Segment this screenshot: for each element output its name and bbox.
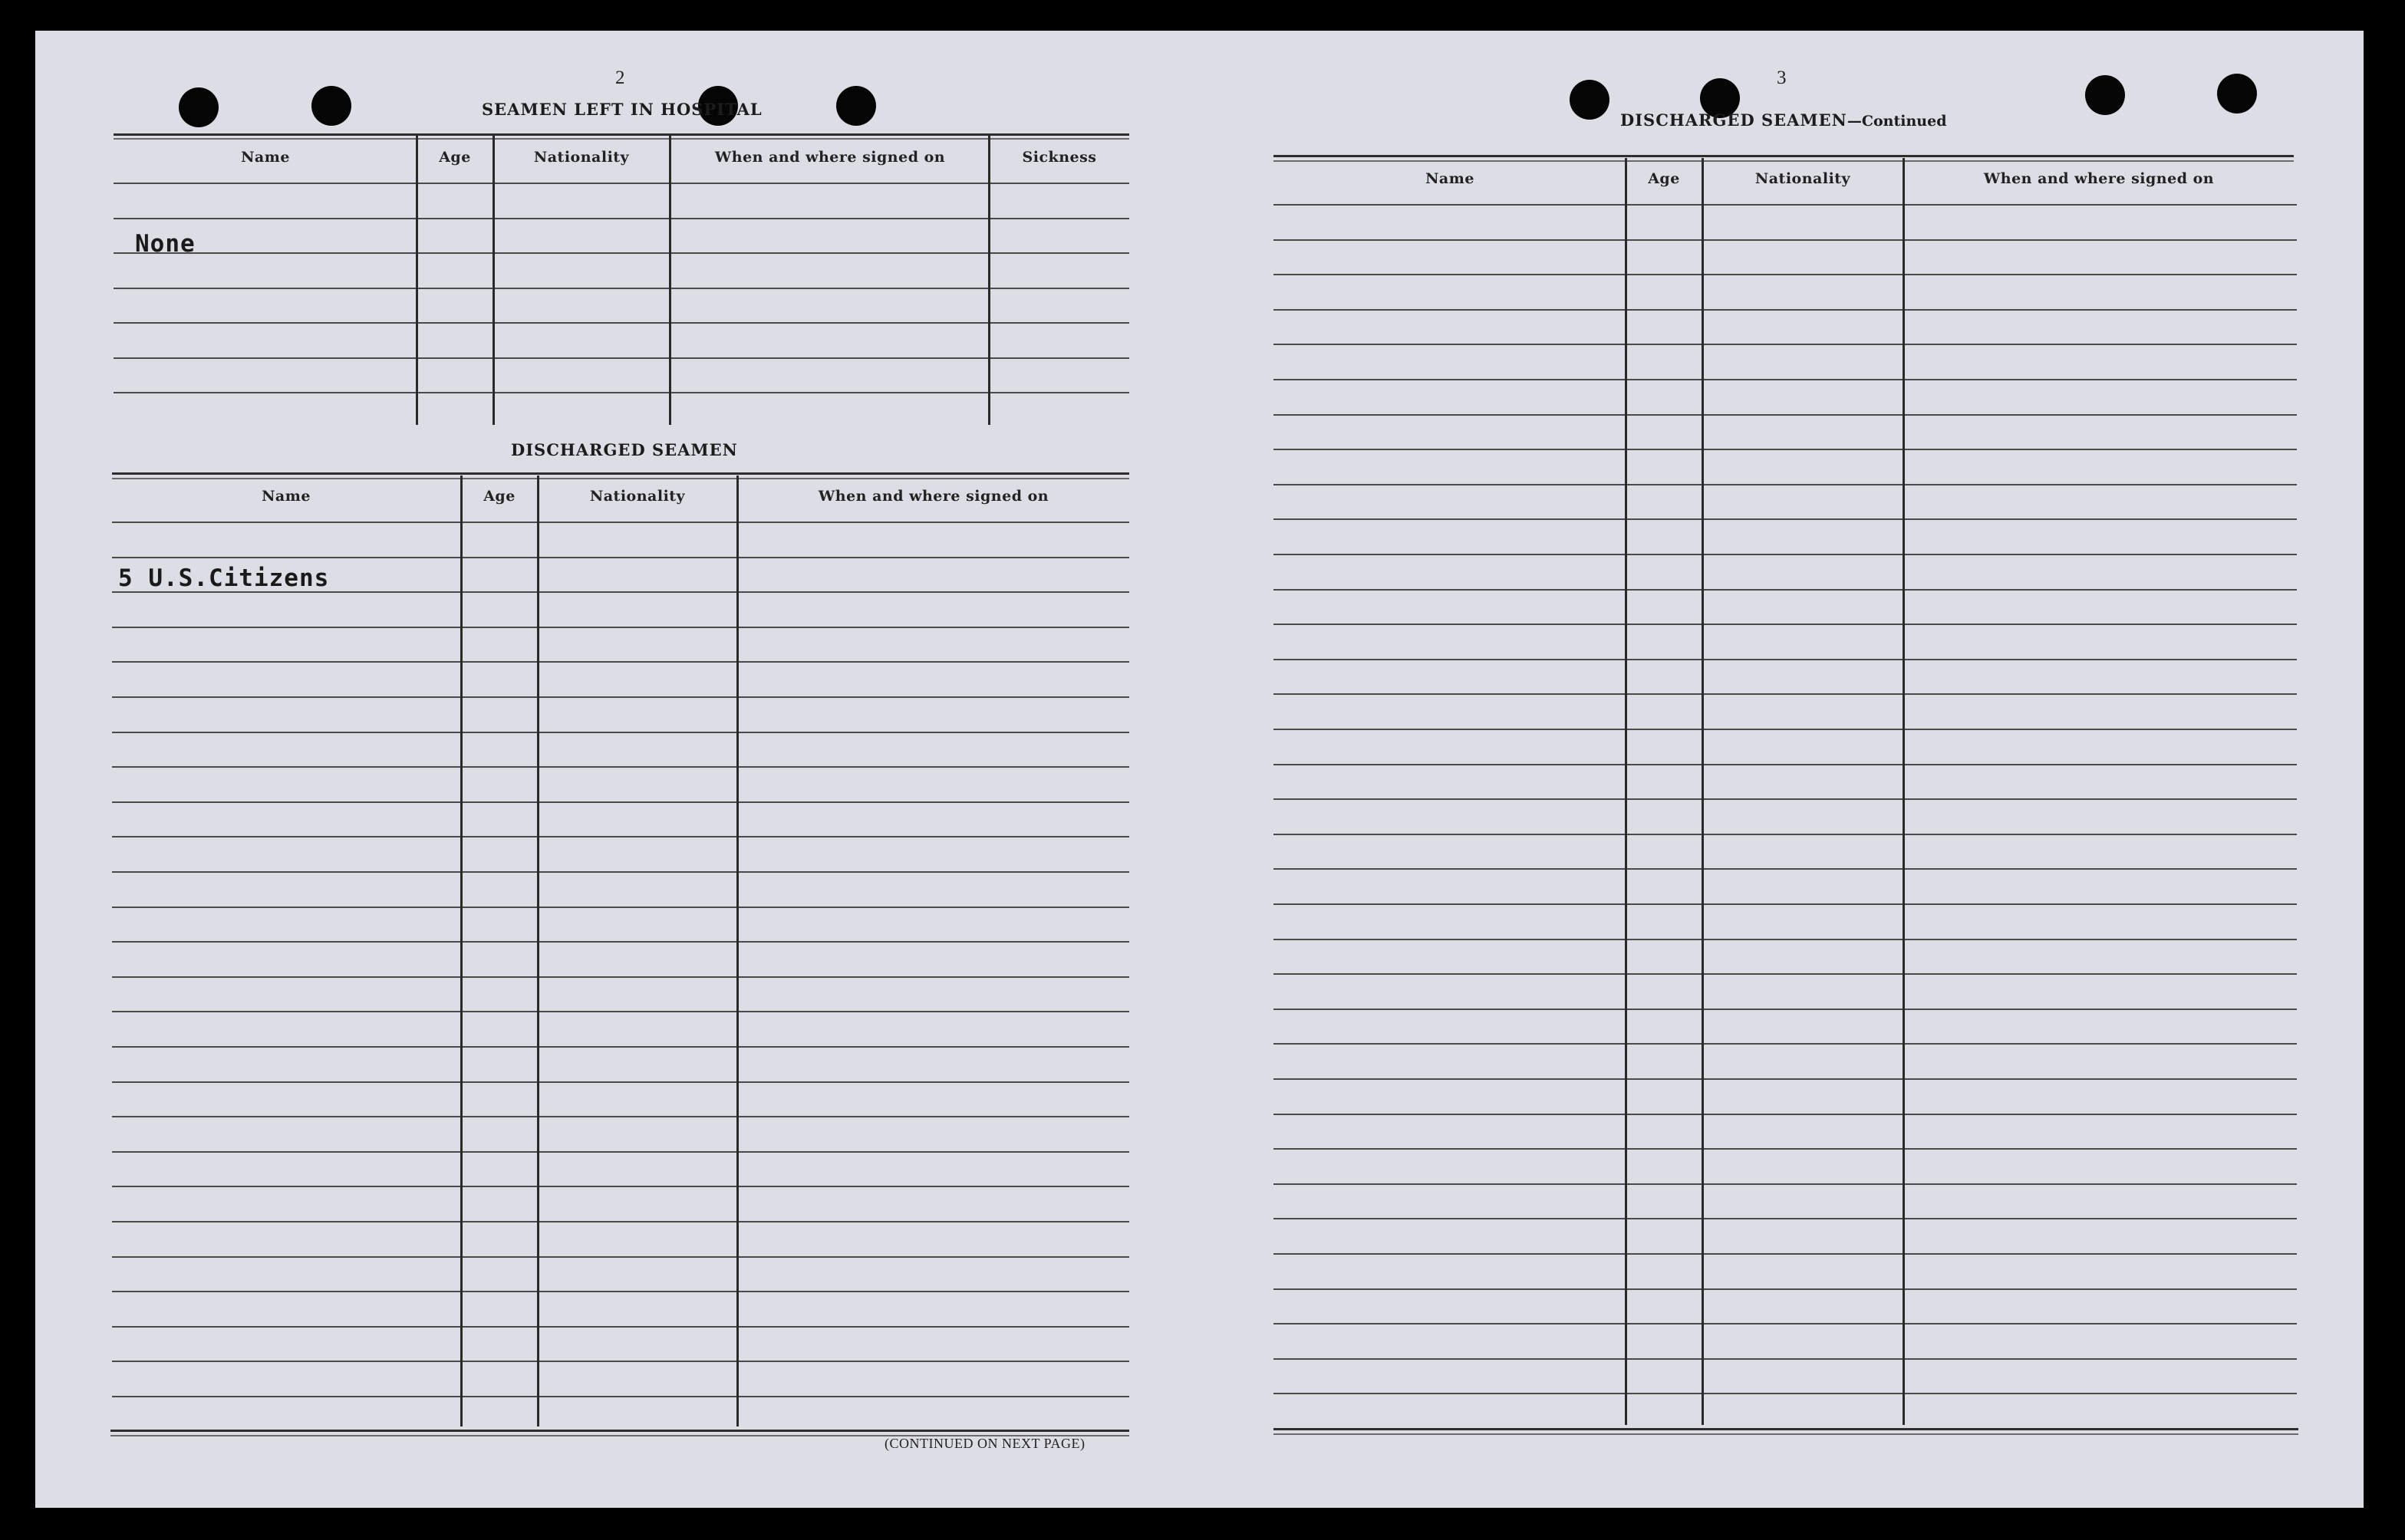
continued-col-divider xyxy=(1903,158,1905,1425)
table-rule-line xyxy=(1273,239,2297,241)
table-rule-line xyxy=(112,801,1129,803)
table-rule-line xyxy=(1273,1078,2297,1080)
table-rule-line xyxy=(112,661,1129,663)
discharged-entry-text: 5 U.S.Citizens xyxy=(118,564,330,592)
table-rule-line xyxy=(1273,1183,2297,1185)
table-rule-line xyxy=(1273,1114,2297,1115)
table-rule-line xyxy=(1273,309,2297,311)
punch-hole xyxy=(2217,74,2257,114)
table-rule-line xyxy=(1273,1148,2297,1150)
punch-hole xyxy=(311,86,351,126)
table-rule-line xyxy=(112,941,1129,943)
table-rule-line xyxy=(114,322,1129,324)
table-rule-line xyxy=(1273,1009,2297,1010)
table-rule-line xyxy=(1273,554,2297,555)
table-rule-line xyxy=(1273,659,2297,660)
hospital-col-divider xyxy=(988,135,990,425)
continued-col-divider xyxy=(1625,158,1627,1425)
hospital-table-top-rule xyxy=(114,133,1129,136)
table-rule-line xyxy=(1273,939,2297,940)
hospital-entry-text: None xyxy=(135,230,196,258)
table-rule-line xyxy=(1273,274,2297,275)
table-rule-line xyxy=(1273,484,2297,485)
hospital-col-divider xyxy=(416,135,418,425)
punch-hole xyxy=(179,87,219,127)
table-rule-line xyxy=(114,252,1129,254)
table-rule-line xyxy=(1273,589,2297,591)
table-rule-line xyxy=(1273,868,2297,870)
table-rule-line xyxy=(112,557,1129,558)
discharged-col-divider xyxy=(736,475,739,1426)
table-rule-line xyxy=(1273,449,2297,450)
discharged-continued-title xyxy=(1620,110,1947,130)
table-rule-line xyxy=(1273,973,2297,975)
table-rule-line xyxy=(112,766,1129,768)
table-rule-line xyxy=(1273,1043,2297,1045)
table-rule-line xyxy=(112,1151,1129,1153)
hospital-col-divider xyxy=(493,135,495,425)
table-rule-line xyxy=(1273,1253,2297,1255)
continued-table-bottom-rule-2 xyxy=(1273,1433,2298,1435)
discharged-table-bottom-rule xyxy=(110,1430,1129,1432)
table-rule-line xyxy=(112,1256,1129,1258)
table-rule-line xyxy=(112,1186,1129,1187)
discharged-table-top-rule-2 xyxy=(112,478,1129,479)
punch-hole xyxy=(1570,80,1609,120)
table-rule-line xyxy=(112,1396,1129,1397)
table-rule-line xyxy=(1273,764,2297,765)
table-rule-line xyxy=(112,1046,1129,1048)
table-rule-line xyxy=(112,1361,1129,1362)
continued-col-name: Name xyxy=(1425,170,1474,187)
hospital-section-title: SEAMEN LEFT IN HOSPITAL xyxy=(482,100,763,119)
table-rule-line xyxy=(112,1011,1129,1012)
table-rule-line xyxy=(112,907,1129,908)
discharged-continued-title-suffix: —Continued xyxy=(1847,113,1947,130)
discharged-table-top-rule xyxy=(112,472,1129,475)
discharged-col-age: Age xyxy=(483,488,516,505)
hospital-col-name: Name xyxy=(241,149,290,166)
page-number-left: 2 xyxy=(615,67,625,88)
table-rule-line xyxy=(1273,834,2297,835)
table-rule-line xyxy=(1273,903,2297,905)
page-number-right: 3 xyxy=(1777,67,1787,88)
table-rule-line xyxy=(112,976,1129,978)
discharged-col-signed-on: When and where signed on xyxy=(818,488,1049,505)
table-rule-line xyxy=(112,836,1129,837)
table-rule-line xyxy=(112,522,1129,523)
table-rule-line xyxy=(1273,204,2297,206)
table-rule-line xyxy=(1273,798,2297,800)
table-rule-line xyxy=(1273,414,2297,416)
table-rule-line xyxy=(1273,379,2297,380)
hospital-table-top-rule-2 xyxy=(114,138,1129,140)
table-rule-line xyxy=(112,696,1129,698)
table-rule-line xyxy=(112,1116,1129,1117)
table-rule-line xyxy=(112,1326,1129,1328)
punch-hole xyxy=(2085,75,2125,115)
punch-hole xyxy=(836,86,876,126)
table-rule-line xyxy=(1273,1218,2297,1219)
hospital-col-nationality: Nationality xyxy=(533,149,630,166)
table-rule-line xyxy=(112,732,1129,733)
discharged-section-title: DISCHARGED SEAMEN xyxy=(511,440,738,459)
table-rule-line xyxy=(114,183,1129,184)
table-rule-line xyxy=(1273,1393,2297,1394)
table-rule-line xyxy=(112,871,1129,873)
discharged-col-divider xyxy=(537,475,539,1426)
table-rule-line xyxy=(112,1081,1129,1083)
table-rule-line xyxy=(1273,693,2297,695)
continued-footnote: (CONTINUED ON NEXT PAGE) xyxy=(885,1436,1086,1451)
continued-col-nationality: Nationality xyxy=(1754,170,1851,187)
hospital-col-age: Age xyxy=(439,149,471,166)
table-rule-line xyxy=(1273,729,2297,730)
table-rule-line xyxy=(1273,344,2297,345)
discharged-col-nationality: Nationality xyxy=(589,488,686,505)
table-rule-line xyxy=(114,288,1129,289)
table-rule-line xyxy=(114,392,1129,393)
table-rule-line xyxy=(112,1291,1129,1292)
table-rule-line xyxy=(1273,1288,2297,1290)
discharged-col-name: Name xyxy=(262,488,311,505)
continued-col-signed-on: When and where signed on xyxy=(1983,170,2215,187)
hospital-col-divider xyxy=(669,135,671,425)
table-rule-line xyxy=(1273,624,2297,625)
continued-col-divider xyxy=(1702,158,1704,1425)
table-rule-line xyxy=(112,1221,1129,1222)
table-rule-line xyxy=(1273,518,2297,520)
continued-col-age: Age xyxy=(1648,170,1680,187)
table-rule-line xyxy=(112,627,1129,628)
table-rule-line xyxy=(1273,1323,2297,1324)
discharged-col-divider xyxy=(460,475,463,1426)
hospital-col-sickness: Sickness xyxy=(1022,149,1097,166)
continued-table-top-rule-2 xyxy=(1273,160,2294,162)
table-rule-line xyxy=(114,218,1129,219)
hospital-col-signed-on: When and where signed on xyxy=(714,149,946,166)
discharged-continued-title-main: DISCHARGED SEAMEN xyxy=(1620,110,1847,130)
table-rule-line xyxy=(114,357,1129,359)
table-rule-line xyxy=(1273,1358,2297,1360)
continued-table-top-rule xyxy=(1273,155,2294,157)
continued-table-bottom-rule xyxy=(1273,1428,2298,1430)
